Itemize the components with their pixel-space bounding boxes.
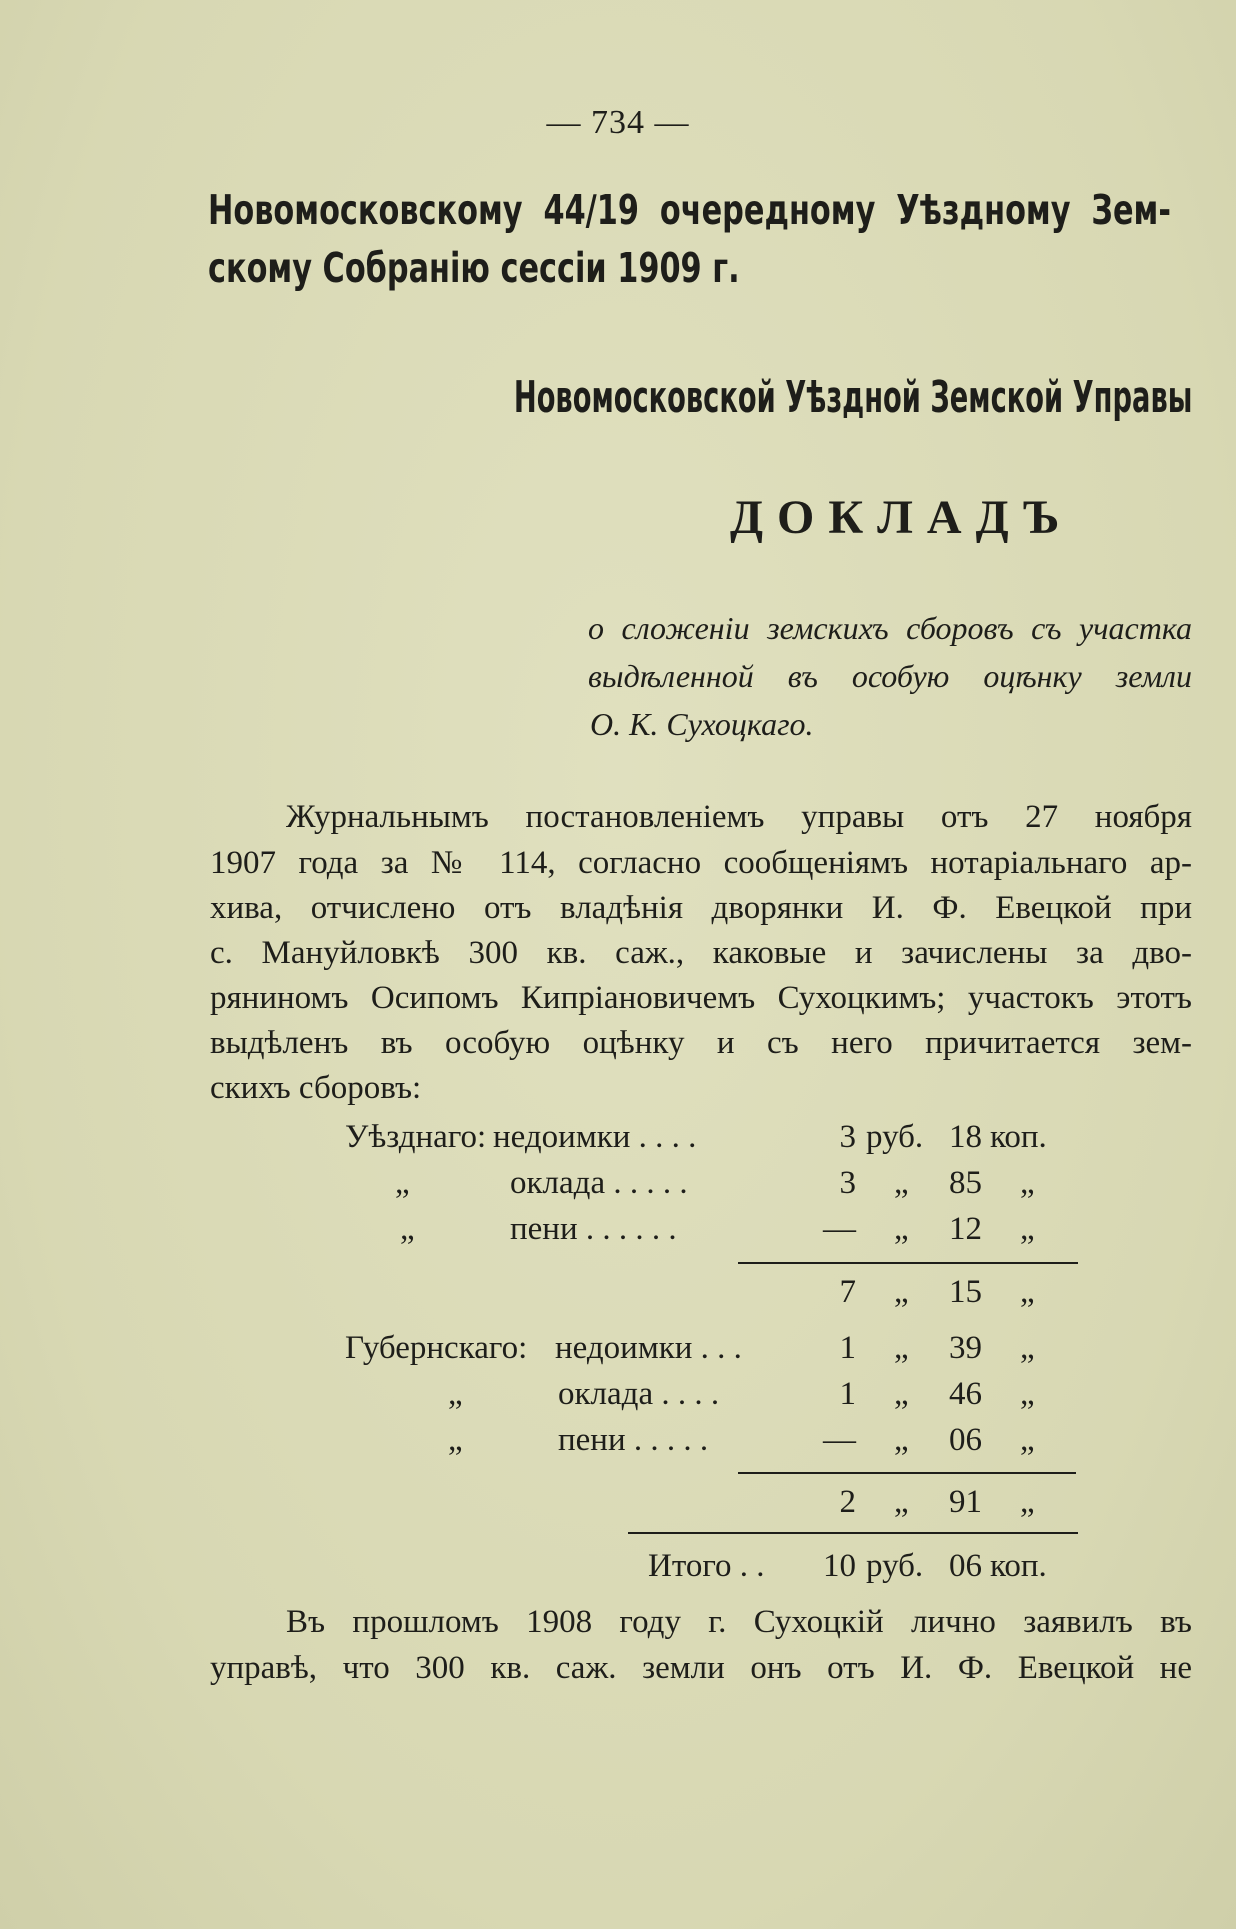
uezd-subtotal-rule (738, 1262, 1078, 1264)
grand-total-rub-unit: руб. (866, 1548, 924, 1584)
uezd-rub-unit: „ (894, 1165, 909, 1201)
gub-kop-unit: „ (1020, 1330, 1035, 1366)
gub-item: пени . . . . . (558, 1422, 709, 1458)
paragraph-2-line-2: управѣ, что 300 кв. саж. земли онъ отъ И. Ф. Евецкой не (210, 1650, 1192, 1686)
paragraph-1-line-3: хива, отчислено отъ владѣнія дворянки И. Ф. Евецкой при (210, 890, 1192, 926)
heading-line-2: скому Собранію сессіи 1909 г. (208, 244, 740, 292)
grand-total-kop-unit: коп. (990, 1548, 1047, 1584)
gub-rub: — (823, 1422, 856, 1458)
paragraph-1-line-6: выдѣленъ въ особую оцѣнку и съ него причитается зем- (210, 1025, 1192, 1061)
uezd-total-kop: 15 (949, 1274, 982, 1310)
paragraph-1-line-7: скихъ сборовъ: (210, 1070, 422, 1106)
heading-line-1: Новомосковскому 44/19 очередному Уѣздному Зем- (208, 186, 1171, 234)
paragraph-1-line-2: 1907 года за № 114, согласно сообщеніямъ нотаріальнаго ар- (210, 845, 1192, 881)
gub-kop-unit: „ (1020, 1376, 1035, 1412)
uezd-item: оклада . . . . . (510, 1165, 688, 1201)
subject-line-2: выдѣленной въ особую оцѣнку земли (588, 658, 1192, 694)
gub-rub-unit: „ (894, 1330, 909, 1366)
uezd-kop-unit: коп. (990, 1119, 1047, 1155)
paragraph-1-line-4: с. Мануйловкѣ 300 кв. саж., каковые и зачислены за дво- (210, 935, 1192, 971)
uezd-ditto: „ (400, 1211, 415, 1247)
gub-item: недоимки . . . (555, 1330, 742, 1366)
uezd-rub: 3 (839, 1119, 856, 1155)
uezd-kop-unit: „ (1020, 1165, 1035, 1201)
uezd-kop: 85 (949, 1165, 982, 1201)
uezd-total-kop-unit: „ (1020, 1274, 1035, 1310)
gub-label: Губернскаго: (345, 1330, 528, 1366)
grand-total-rule (628, 1532, 1078, 1534)
gub-kop: 46 (949, 1376, 982, 1412)
subject-line-1: о сложеніи земскихъ сборовъ съ участка (588, 610, 1192, 646)
paragraph-1-line-1: Журнальнымъ постановленіемъ управы отъ 27 ноября (286, 799, 1192, 835)
gub-ditto: „ (448, 1376, 463, 1412)
authority-name: Новомосковской Уѣздной Земской Управы (513, 372, 1192, 423)
gub-total-rub: 2 (839, 1484, 856, 1520)
uezd-rub-unit: „ (894, 1211, 909, 1247)
page-number: — 734 — (546, 104, 690, 141)
uezd-label: Уѣзднаго: (345, 1119, 487, 1155)
gub-rub-unit: „ (894, 1422, 909, 1458)
uezd-kop-unit: „ (1020, 1211, 1035, 1247)
gub-total-kop-unit: „ (1020, 1484, 1035, 1520)
uezd-item: пени . . . . . . (510, 1211, 677, 1247)
gub-rub: 1 (839, 1376, 856, 1412)
document-title: ДОКЛАДЪ (730, 491, 1074, 544)
grand-total-rub: 10 (823, 1548, 856, 1584)
uezd-kop: 18 (949, 1119, 982, 1155)
subject-line-3: О. К. Сухоцкаго. (590, 706, 814, 742)
uezd-total-rub: 7 (839, 1274, 856, 1310)
gub-kop: 06 (949, 1422, 982, 1458)
gub-total-rub-unit: „ (894, 1484, 909, 1520)
uezd-rub: 3 (839, 1165, 856, 1201)
gub-item: оклада . . . . (558, 1376, 720, 1412)
uezd-ditto: „ (395, 1165, 410, 1201)
gub-rub: 1 (839, 1330, 856, 1366)
uezd-item: недоимки . . . . (493, 1119, 697, 1155)
uezd-rub-unit: руб. (866, 1119, 924, 1155)
gub-kop-unit: „ (1020, 1422, 1035, 1458)
grand-total-kop: 06 (949, 1548, 982, 1584)
paragraph-1-line-5: ряниномъ Осипомъ Кипріановичемъ Сухоцкимъ; участокъ этотъ (210, 980, 1192, 1016)
gub-ditto: „ (448, 1422, 463, 1458)
gub-subtotal-rule (738, 1472, 1076, 1474)
grand-total-label: Итого . . (648, 1548, 765, 1584)
uezd-kop: 12 (949, 1211, 982, 1247)
uezd-total-rub-unit: „ (894, 1274, 909, 1310)
gub-total-kop: 91 (949, 1484, 982, 1520)
gub-rub-unit: „ (894, 1376, 909, 1412)
paragraph-2-line-1: Въ прошломъ 1908 году г. Сухоцкій лично заявилъ въ (286, 1604, 1192, 1640)
uezd-rub: — (823, 1211, 856, 1247)
gub-kop: 39 (949, 1330, 982, 1366)
